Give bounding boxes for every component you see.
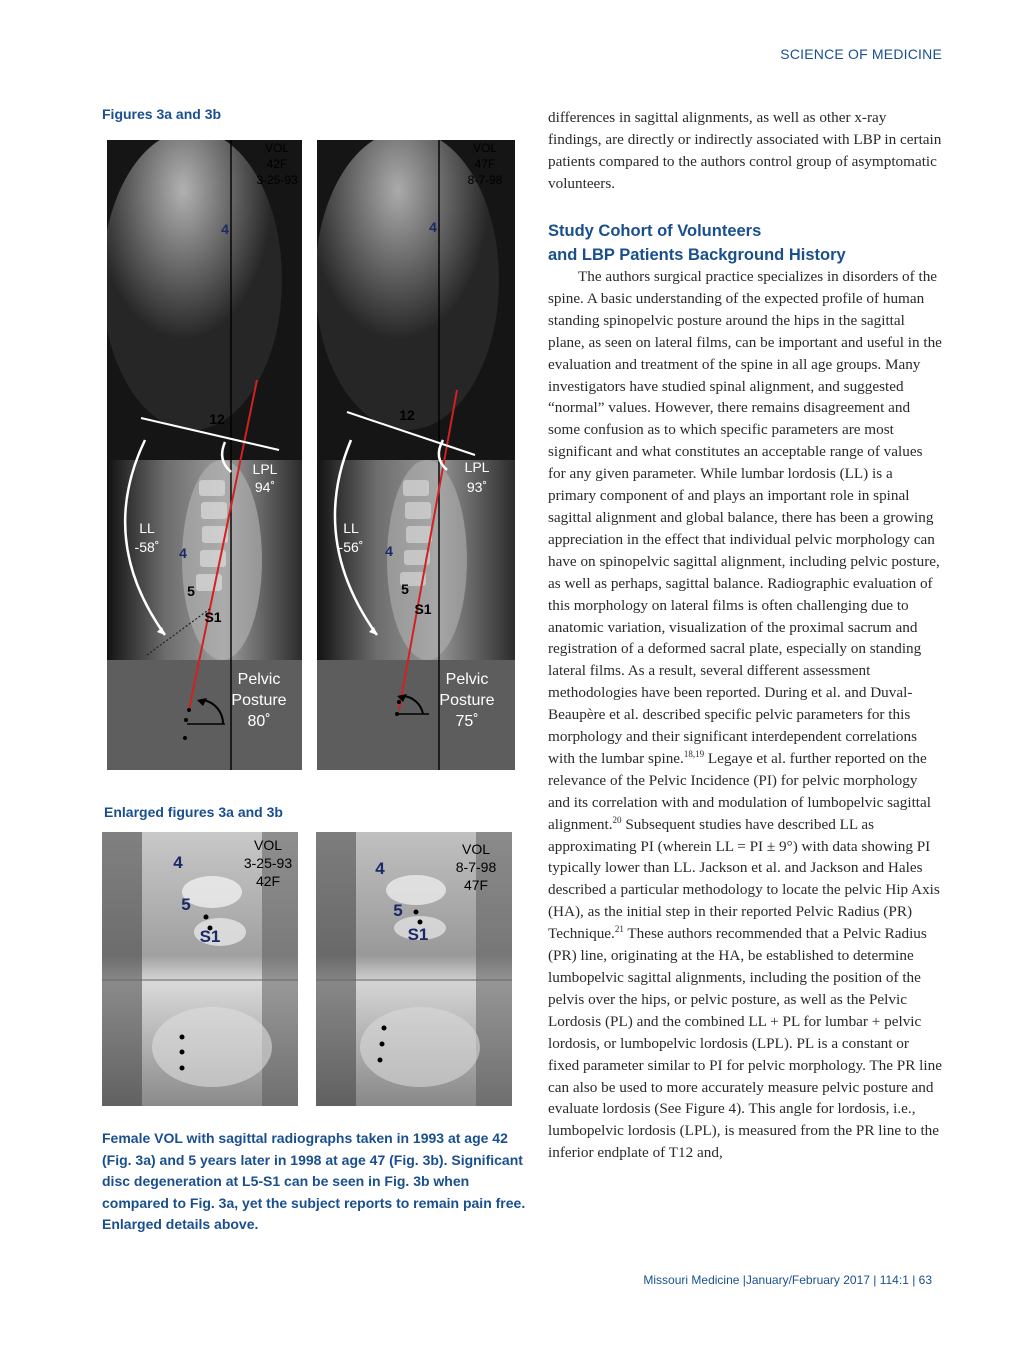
- fig3a-vertebra-l4: 4: [179, 545, 187, 561]
- enl3b-vertebra-l4: 4: [375, 859, 385, 878]
- figure-caption: Female VOL with sagittal radiographs taken in 1993 at age 42 (Fig. 3a) and 5 years later in 1998 at age 47 (Fig. 3b). Significant disc degeneration at L5-S1 can be seen in Fig. 3b when compared to Fig. 3a, yet the subject reports to remain pain free. Enlarged details above.: [102, 1130, 526, 1232]
- section-header: SCIENCE OF MEDICINE: [780, 46, 942, 62]
- enl3a-vertebra-l5: 5: [181, 895, 191, 914]
- fig3b-posture-value: 75˚: [455, 713, 479, 730]
- xray-figure-3a: [107, 140, 302, 770]
- enl3a-vol-label: VOL: [253, 837, 283, 853]
- fig3a-vol-label: VOL: [264, 141, 290, 155]
- xray-figure-3b: [317, 140, 515, 770]
- xray-enlarged-3a: [102, 832, 298, 1106]
- enl3a-age-label: 42F: [255, 873, 281, 889]
- enl3b-age-label: 47F: [463, 877, 489, 893]
- xray-enlarged-3b: [316, 832, 512, 1106]
- fig3b-vertebra-l4: 4: [385, 543, 393, 559]
- fig3a-vertebra-l5: 5: [187, 583, 195, 599]
- fig3b-ll-label: LL: [343, 520, 359, 536]
- section-heading-line-2: and LBP Patients Background History: [548, 246, 846, 264]
- fig3b-vertebra-t12: 12: [399, 407, 415, 423]
- fig3b-s1-label: S1: [414, 601, 432, 617]
- section-heading: [548, 219, 943, 267]
- section-heading-line-1: Study Cohort of Volunteers: [548, 222, 762, 240]
- enl3b-vertebra-l5: 5: [393, 901, 403, 920]
- fig3a-pelvic-label: Pelvic: [237, 671, 281, 688]
- fig3b-age-label: 47F: [474, 157, 496, 171]
- figures-label: Figures 3a and 3b: [102, 106, 222, 122]
- body-text-a: The authors surgical practice specializes in disorders of the spine. A basic understanding of the expected profile of human standing spinopelvic posture around the hips in the sagittal plane, as seen on lateral films, can be important and useful in the evaluation and treatment of the spine in all age groups. Many investigators have studied spinal alignment, and suggested “normal” values. However, there remains disagreement and some confusion as to which specific parameters are most significant and what constitutes an acceptable range of values for any given parameter. While lumbar lordosis (LL) is a primary component of and plays an important role in spinal sagittal alignment and global balance, there has been a growing appreciation in the effect that individual pelvic morphology can have on spinopelvic sagittal alignment, including pelvic posture, as well as perhaps, sagittal balance. Radiographic evaluation of this morphology on lateral films is often challenging due to anatomic variation, visualization of the proximal sacrum and registration of a deformed sacral plate, especially on standing lateral films. As a result, several different assessment methodologies have been reported. During et al. and Duval-Beaupère et al. described specific pelvic parameters for this morphology and their significant interdependent correlations with the lumbar spine.: [548, 268, 942, 767]
- fig3a-posture-label: Posture: [231, 692, 287, 709]
- body-text-d: These authors recommended that a Pelvic Radius (PR) line, originating at the HA, be established to determine lumbopelvic sagittal alignments, including the position of the pelvis over the hips, or pelvic posture, as well as the Pelvic Lordosis (PL) and the combined LL + PL for lumbar + pelvic lordosis, or lumbopelvic lordosis (LPL). PL is a constant or fixed parameter similar to PI for pelvic morphology. The PR line can also be used to more accurately measure pelvic posture and evaluate lordosis (See Figure 4). This angle for lordosis, i.e., lumbopelvic lordosis (LPL), is measured from the PR line to the inferior endplate of T12 and,: [548, 925, 942, 1162]
- intro-paragraph: [548, 107, 943, 195]
- fig3b-vertebra-l5: 5: [401, 581, 409, 597]
- body-text-b: Legaye et al. further reported on the relevance of the Pelvic Incidence (PI) for pelvic morphology and its correlation with and modulation of lumbopelvic sagittal alignment.: [548, 749, 931, 833]
- enlarged-figures-label: Enlarged figures 3a and 3b: [104, 804, 283, 820]
- fig3a-date-label: 3-25-93: [256, 173, 298, 187]
- fig3b-pelvic-label: Pelvic: [445, 671, 489, 688]
- reference-18-19: 18,19: [683, 748, 705, 759]
- fig3a-age-label: 42F: [266, 157, 288, 171]
- fig3b-lpl-value: 93˚: [466, 479, 488, 495]
- enl3a-s1-label: S1: [199, 927, 221, 946]
- fig3a-ll-value: -58˚: [134, 539, 160, 555]
- enl3a-vertebra-l4: 4: [173, 853, 183, 872]
- fig3b-vol-label: VOL: [472, 141, 498, 155]
- fig3b-posture-label: Posture: [439, 692, 495, 709]
- body-paragraph: [548, 266, 943, 1164]
- fig3a-posture-value: 80˚: [247, 713, 271, 730]
- enl3a-date-label: 3-25-93: [243, 855, 293, 871]
- enl3b-date-label: 8-7-98: [455, 859, 497, 875]
- fig3a-lpl-value: 94˚: [254, 479, 276, 495]
- intro-text: differences in sagittal alignments, as well as other x-ray findings, are directly or indirectly associated with LBP in certain patients compared to the authors control group of asymptomatic volunteers.: [548, 109, 942, 192]
- reference-21: 21: [614, 924, 624, 935]
- enl3b-vol-label: VOL: [461, 841, 491, 857]
- body-text-c: Subsequent studies have described LL as approximating PI (wherein LL = PI ± 9°) with data showing PI typically lower than LL. Jackson et al. and Jackson and Hales described a particular methodology to locate the pelvic Hip Axis (HA), as the initial step in their reported Pelvic Radius (PR) Technique.: [548, 815, 940, 943]
- page-footer: Missouri Medicine |January/February 2017 | 114:1 | 63: [643, 1273, 932, 1287]
- fig3a-vertebra-t4: 4: [221, 221, 229, 237]
- fig3b-date-label: 8-7-98: [467, 173, 503, 187]
- fig3b-lpl-label: LPL: [464, 459, 490, 475]
- fig3b-ll-value: -56˚: [338, 539, 364, 555]
- fig3a-vertebra-t12: 12: [209, 411, 225, 427]
- fig3a-s1-label: S1: [204, 609, 222, 625]
- reference-20: 20: [612, 814, 622, 825]
- enl3b-s1-label: S1: [407, 925, 429, 944]
- fig3a-lpl-label: LPL: [252, 461, 278, 477]
- fig3a-ll-label: LL: [139, 520, 155, 536]
- fig3b-vertebra-t4: 4: [429, 219, 437, 235]
